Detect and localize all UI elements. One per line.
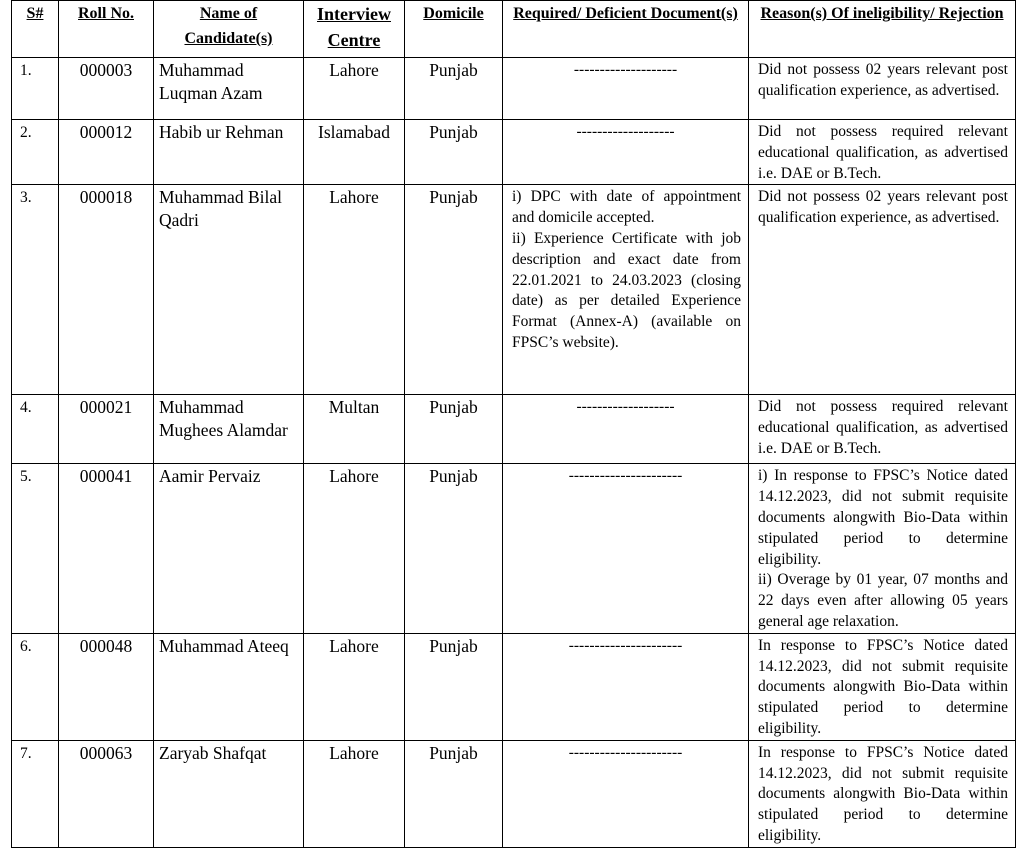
cell-roll-no: 000012 (59, 120, 154, 185)
cell-documents (503, 464, 749, 633)
cell-interview-centre: Lahore (304, 185, 405, 395)
reason-item: Did not possess 02 years relevant post qualification experience, as advertised. (758, 61, 1008, 99)
cell-reasons (749, 395, 1016, 464)
table-row (12, 185, 1016, 395)
table-row (12, 58, 1016, 120)
cell-domicile: Punjab (405, 464, 503, 633)
table-row (12, 633, 1016, 740)
document-item: ---------------------- (568, 636, 683, 654)
cell-domicile: Punjab (405, 120, 503, 185)
cell-interview-centre: Lahore (304, 740, 405, 847)
document-item: ------------------- (576, 398, 675, 416)
cell-reasons (749, 58, 1016, 120)
document-item: ii) Experience Certificate with job description and exact date from 22.01.2021 to 24.03.2023 (closing date) as per detailed Experience Format (Annex-A) (available on FPSC’s website). (512, 229, 741, 351)
cell-sno: 3. (12, 185, 59, 395)
cell-candidate-name: Muhammad Ateeq (154, 633, 304, 740)
reason-item: In response to FPSC’s Notice dated 14.12.2023, did not submit requisite documents alongwith Bio-Data within stipulated period to determine eligibility. (758, 636, 1008, 737)
cell-roll-no: 000018 (59, 185, 154, 395)
header-candidate-name: Name of Candidate(s) (154, 1, 304, 58)
cell-interview-centre: Lahore (304, 58, 405, 120)
cell-sno: 7. (12, 740, 59, 847)
table-row (12, 120, 1016, 185)
ineligible-candidates-table (11, 0, 1016, 848)
document-item: ---------------------- (568, 743, 683, 761)
cell-interview-centre: Lahore (304, 633, 405, 740)
cell-documents (503, 120, 749, 185)
reason-item: Did not possess required relevant educational qualification, as advertised i.e. DAE or B.Tech. (758, 123, 1008, 182)
cell-domicile: Punjab (405, 185, 503, 395)
cell-documents (503, 395, 749, 464)
cell-sno: 5. (12, 464, 59, 633)
cell-roll-no: 000003 (59, 58, 154, 120)
cell-sno: 1. (12, 58, 59, 120)
cell-reasons (749, 633, 1016, 740)
cell-domicile: Punjab (405, 58, 503, 120)
header-sno: S# (12, 1, 59, 58)
reason-item: Did not possess 02 years relevant post qualification experience, as advertised. (758, 188, 1008, 227)
document-item: ---------------------- (568, 467, 683, 485)
cell-documents (503, 58, 749, 120)
reason-item: Did not possess required relevant educational qualification, as advertised i.e. DAE or B.Tech. (758, 398, 1008, 457)
cell-roll-no: 000048 (59, 633, 154, 740)
table-row (12, 395, 1016, 464)
document-item: i) DPC with date of appointment and domicile accepted. (512, 188, 741, 227)
cell-interview-centre: Islamabad (304, 120, 405, 185)
reason-item: ii) Overage by 01 year, 07 months and 22 days even after allowing 05 years general age relaxation. (758, 571, 1008, 630)
cell-roll-no: 000041 (59, 464, 154, 633)
cell-sno: 2. (12, 120, 59, 185)
cell-documents (503, 633, 749, 740)
cell-sno: 6. (12, 633, 59, 740)
cell-roll-no: 000021 (59, 395, 154, 464)
cell-sno: 4. (12, 395, 59, 464)
document-item: -------------------- (573, 61, 678, 78)
cell-candidate-name: Muhammad Luqman Azam (154, 58, 304, 120)
header-reasons: Reason(s) Of ineligibility/ Rejection (749, 1, 1016, 58)
cell-roll-no: 000063 (59, 740, 154, 847)
header-domicile: Domicile (405, 1, 503, 58)
cell-reasons (749, 185, 1016, 395)
table-header-row (12, 1, 1016, 58)
document-item: ------------------- (576, 123, 675, 140)
cell-reasons (749, 740, 1016, 847)
cell-candidate-name: Muhammad Bilal Qadri (154, 185, 304, 395)
cell-candidate-name: Aamir Pervaiz (154, 464, 304, 633)
table-row (12, 464, 1016, 633)
reason-item: In response to FPSC’s Notice dated 14.12.2023, did not submit requisite documents alongwith Bio-Data within stipulated period to determine eligibility. (758, 743, 1008, 844)
cell-interview-centre: Lahore (304, 464, 405, 633)
cell-domicile: Punjab (405, 395, 503, 464)
cell-documents (503, 185, 749, 395)
cell-reasons (749, 464, 1016, 633)
cell-candidate-name: Habib ur Rehman (154, 120, 304, 185)
cell-interview-centre: Multan (304, 395, 405, 464)
reason-item: i) In response to FPSC’s Notice dated 14.12.2023, did not submit requisite documents alongwith Bio-Data within stipulated period to determine eligibility. (758, 467, 1008, 568)
cell-candidate-name: Zaryab Shafqat (154, 740, 304, 847)
cell-candidate-name: Muhammad Mughees Alamdar (154, 395, 304, 464)
table-row (12, 740, 1016, 847)
header-roll-no: Roll No. (59, 1, 154, 58)
cell-domicile: Punjab (405, 633, 503, 740)
header-interview-centre: Interview Centre (304, 1, 405, 58)
cell-domicile: Punjab (405, 740, 503, 847)
cell-reasons (749, 120, 1016, 185)
header-documents: Required/ Deficient Document(s) (503, 1, 749, 58)
cell-documents (503, 740, 749, 847)
